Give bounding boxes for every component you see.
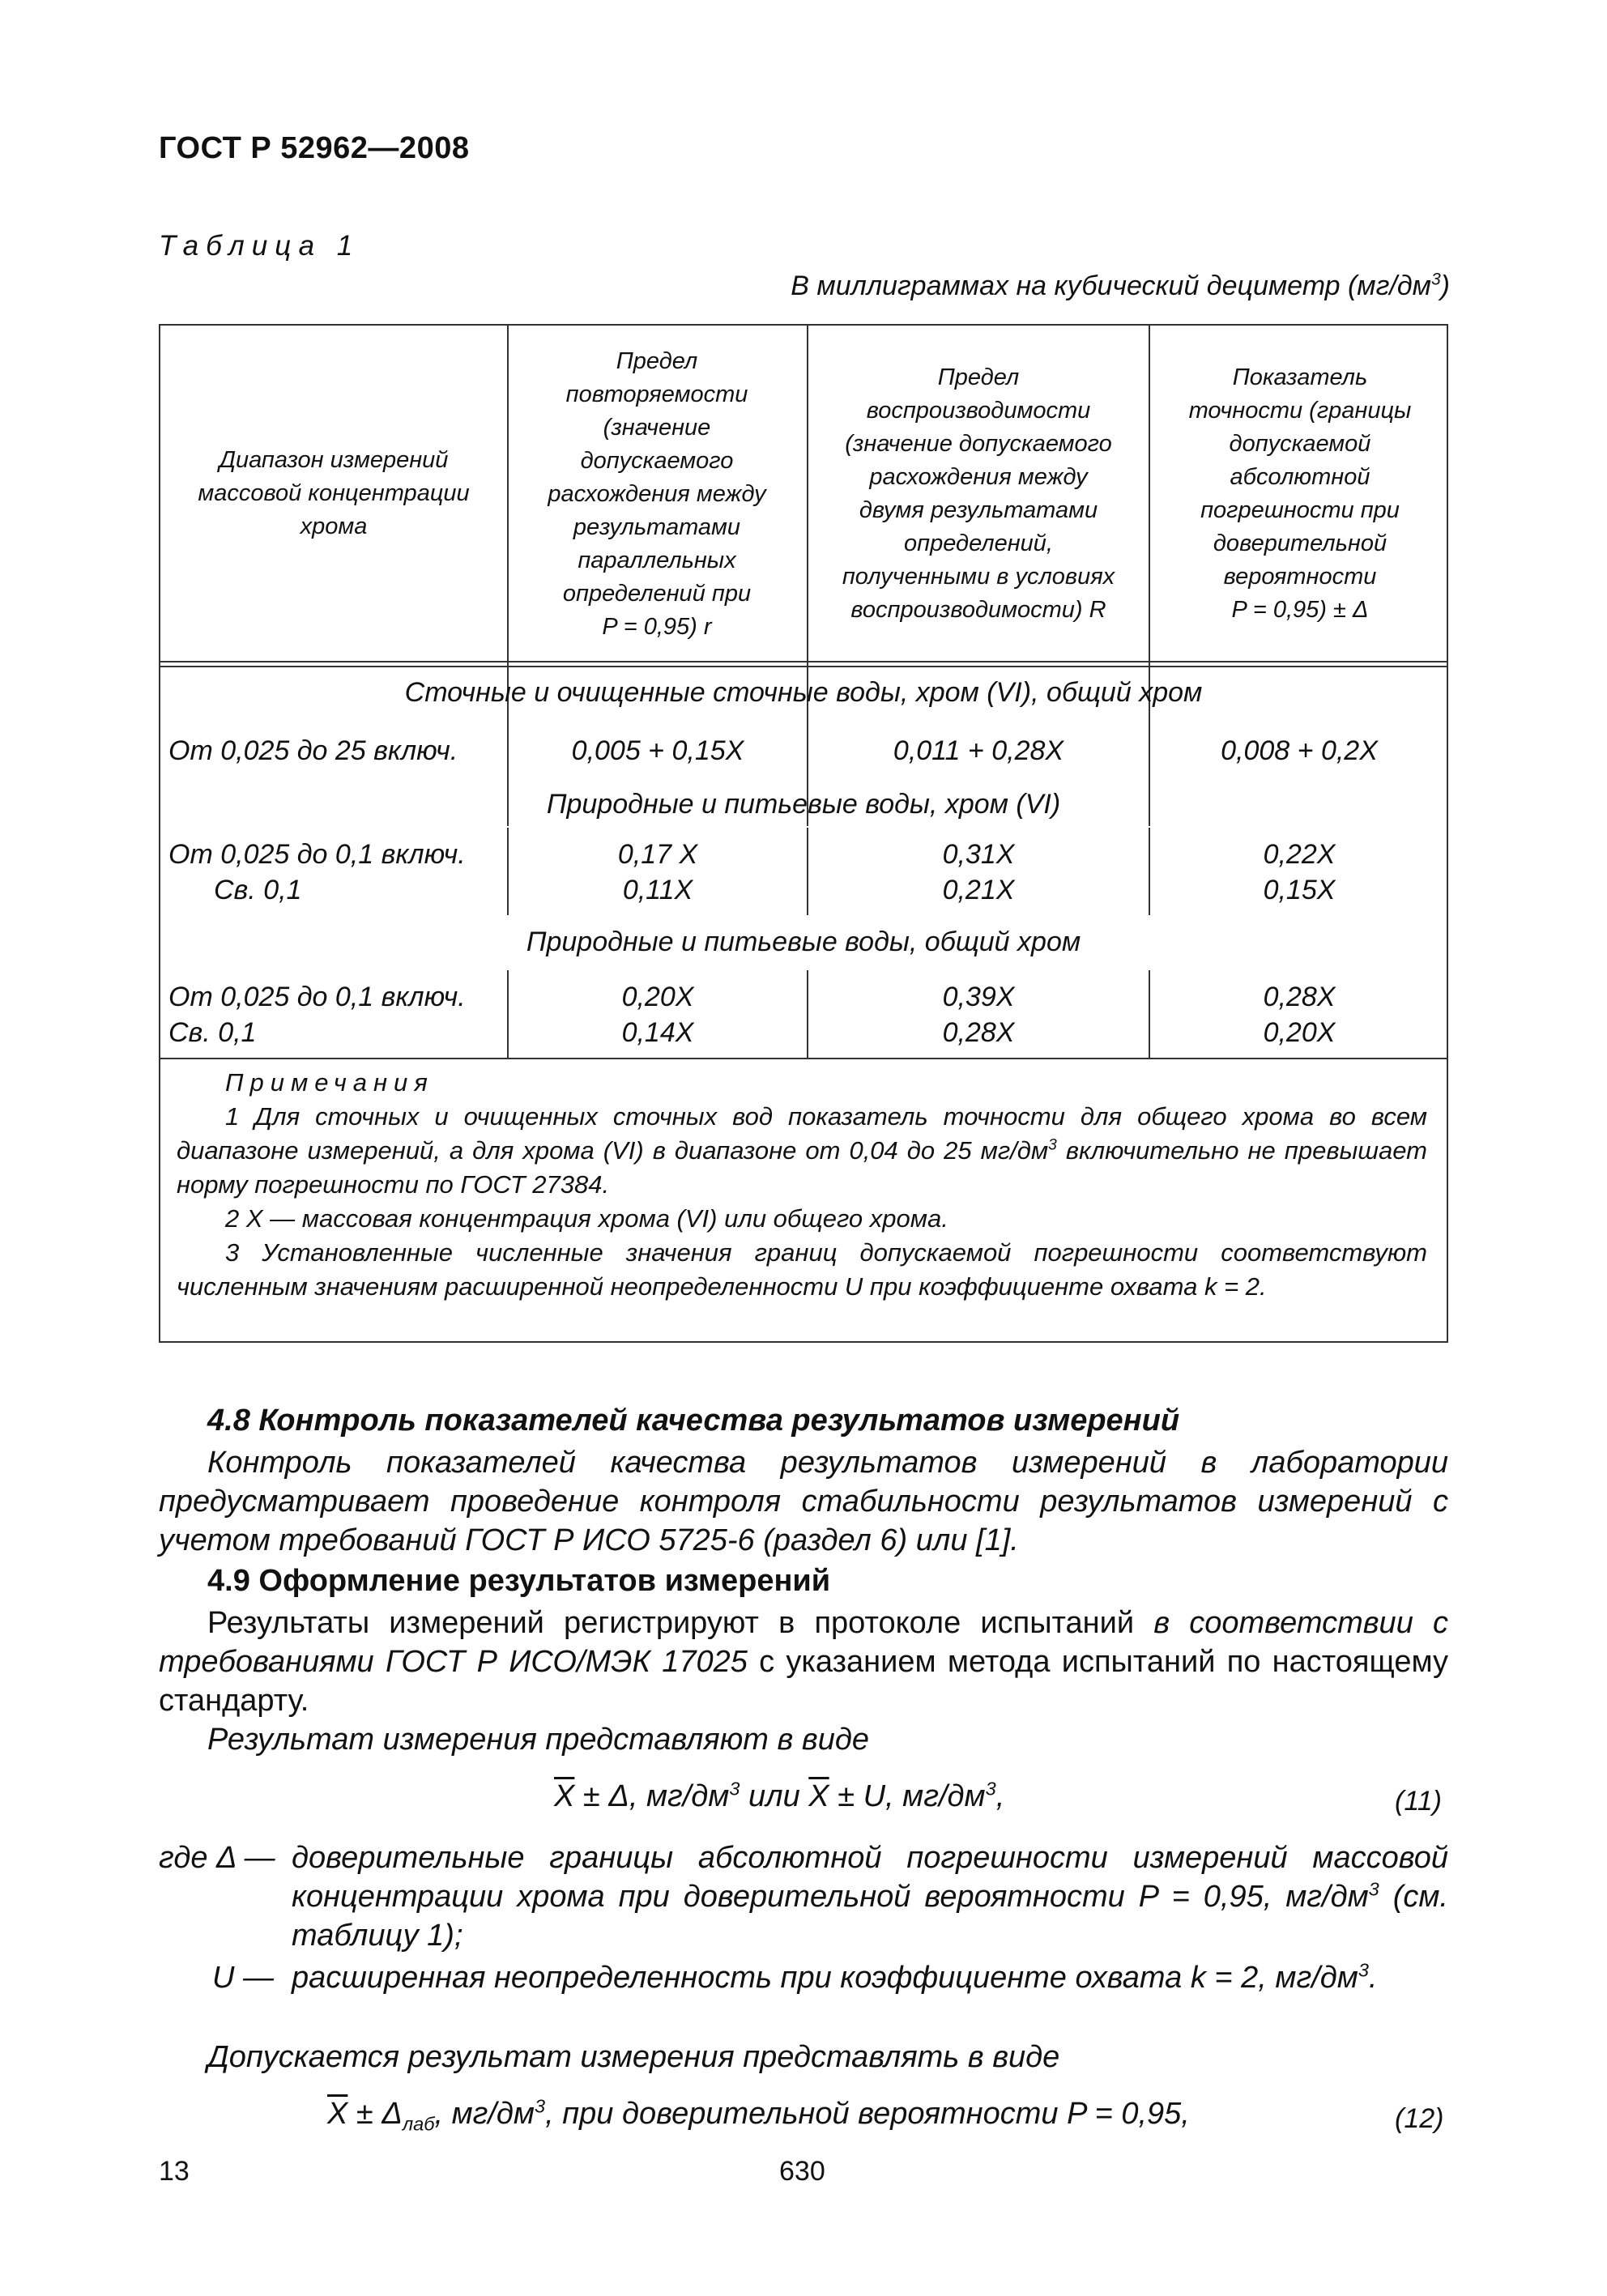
table-cell: 0,14X <box>621 1017 694 1048</box>
section-4-8-heading: 4.8 Контроль показателей качества результатов измерений <box>207 1404 1180 1438</box>
table-cell: 0,005 + 0,15X <box>571 735 744 766</box>
table-cell: 0,15X <box>1263 875 1336 905</box>
col-header-range: Диапазон измерений массовой концентрации хрома <box>198 447 470 539</box>
table-cell: От 0,025 до 0,1 включ. <box>168 982 466 1012</box>
table-cell: 0,008 + 0,2X <box>1221 735 1378 766</box>
notes-title: Примечания <box>225 1068 434 1097</box>
table-cell: 0,39X <box>942 982 1015 1012</box>
table-cell: 0,20X <box>621 982 694 1012</box>
table-cell: 0,011 + 0,28X <box>893 735 1064 766</box>
table-cell: От 0,025 до 0,1 включ. <box>168 839 466 870</box>
note-1: 1 Для сточных и очищенных сточных вод показатель точности для общего хрома во всем диапазоне измерений, а для хрома (VI) в диапазоне от 0,04 до 25 $мг/дм^3$ включительно не превышает норму погрешности по ГОСТ 27384. <box>177 1102 1427 1199</box>
table-cell: 0,20X <box>1263 1017 1336 1048</box>
section-4-9-text: Результаты измерений регистрируют в протоколе испытаний в соответствии с требованиями ГОСТ Р ИСО/МЭК 17025 с указанием метода испытаний по настоящему стандарту. <box>159 1606 1449 1718</box>
col-header-reproducibility: Предел воспроизводимости (значение допускаемого расхождения между двумя результатами определений, полученными в условиях воспроизводимости) R <box>842 364 1115 623</box>
col-header-accuracy: Показатель точности (границы допускаемой абсолютной погрешности при доверительной вероятности P = 0,95) ± Δ <box>1188 364 1412 623</box>
section-title: Природные и питьевые воды, общий хром <box>526 926 1081 957</box>
formula-12: $\overline{X} \pm \Delta_{лаб}$, $мг/дм^3$, при доверительной вероятности P = 0,95, <box>327 2095 1190 2135</box>
page-number: 13 <box>159 2156 190 2187</box>
table-cell: 0,17 X <box>617 839 698 870</box>
col-header-repeatability: Предел повторяемости (значение допускаемого расхождения между результатами параллельных определений при P = 0,95) r <box>548 348 766 640</box>
where-u-text: расширенная неопределенность при коэффициенте охвата k = 2, $мг/дм^3$. <box>292 1959 1378 1995</box>
table-caption: Таблица 1 <box>159 230 360 262</box>
section-4-8-text: Контроль показателей качества результатов измерений в лаборатории предусматривает проведение контроля стабильности результатов измерений с учетом требований ГОСТ Р ИСО 5725-6 (раздел 6) или [1]. <box>159 1446 1448 1557</box>
table-cell: 0,21X <box>942 875 1015 905</box>
note-3: 3 Установленные численные значения границ допускаемой погрешности соответствуют численным значениям расширенной неопределенности U при коэффициенте охвата k = 2. <box>177 1238 1427 1301</box>
table-cell: От 0,025 до 25 включ. <box>168 735 458 766</box>
section-4-9-heading: 4.9 Оформление результатов измерений <box>207 1564 831 1598</box>
formula-11-number: (11) <box>1395 1786 1442 1817</box>
section-title: Сточные и очищенные сточные воды, хром (VI), общий хром <box>404 677 1203 708</box>
table-cell: 0,28X <box>942 1017 1015 1048</box>
note-2: 2 X — массовая концентрация хрома (VI) или общего хрома. <box>225 1204 948 1233</box>
table-cell: 0,31X <box>942 839 1015 870</box>
table-cell: Св. 0,1 <box>214 875 302 905</box>
document-code: ГОСТ Р 52962—2008 <box>159 131 470 165</box>
where-delta-label: где Δ — <box>159 1841 275 1875</box>
data-table <box>159 324 1448 1343</box>
formula-12-number: (12) <box>1395 2103 1444 2134</box>
section-title: Природные и питьевые воды, хром (VI) <box>546 789 1061 820</box>
where-delta-text: доверительные границы абсолютной погрешности измерений массовой концентрации хрома при доверительной вероятности P = 0,95, $мг/дм^3$ (см. таблицу 1); <box>292 1841 1448 1953</box>
table-cell: 0,28X <box>1263 982 1336 1012</box>
table-units: В миллиграммах на кубический дециметр $(мг/дм^3)$ <box>791 270 1450 301</box>
page-number-center: 630 <box>779 2156 825 2187</box>
result-form-intro: Результат измерения представляют в виде <box>207 1723 870 1757</box>
table-cell: Св. 0,1 <box>168 1017 257 1048</box>
table-cell: 0,22X <box>1263 839 1336 870</box>
formula-11: $\overline{X} \pm \Delta$, $мг/дм^3$ или $\overline{X} \pm U$, $мг/дм^3$, <box>554 1778 1005 1813</box>
where-u-label: U — <box>212 1961 274 1995</box>
alt-result-form-intro: Допускается результат измерения представлять в виде <box>207 2040 1060 2074</box>
table-cell: 0,11X <box>622 875 693 905</box>
